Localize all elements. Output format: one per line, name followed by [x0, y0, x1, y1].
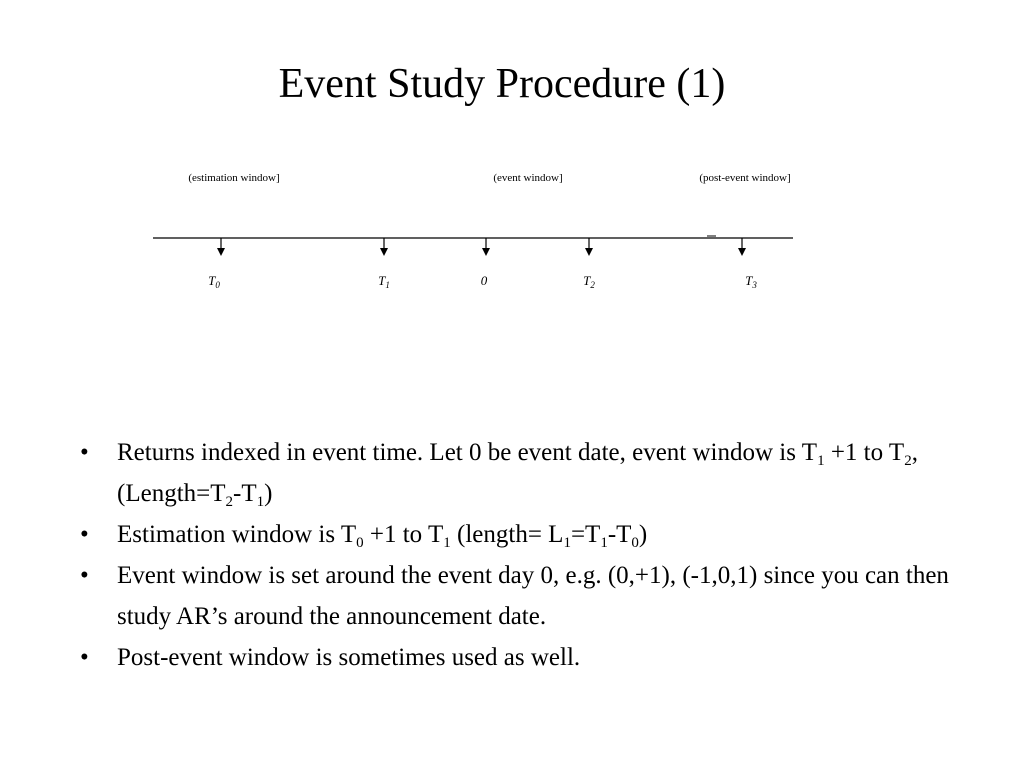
bullet-item: [80, 514, 960, 555]
bullet-icon: •: [80, 521, 89, 548]
tick-label-t2: $T_2$: [583, 273, 595, 290]
bullet-text: Post-event window is sometimes used as well.: [117, 644, 581, 671]
bullet-icon: •: [80, 644, 89, 671]
bullet-item: [80, 432, 960, 514]
slide-title: Event Study Procedure (1): [278, 61, 726, 107]
bullet-text: Estimation window is $T_0 +1$ to $T_1$ (length= $L_1=T_1-T_0$): [117, 521, 648, 551]
tick-label-t0: $T_0$: [208, 273, 220, 290]
tick-label-zero: 0: [480, 273, 488, 288]
tick-arrow-t0: [217, 238, 225, 256]
bullet-item: [80, 637, 960, 678]
tick-label-t1: $T_1$: [378, 273, 390, 290]
bullet-icon: •: [80, 439, 89, 466]
bullet-list: [80, 432, 960, 678]
event-window-label: (event window]: [493, 172, 563, 184]
tick-arrow-t1: [380, 238, 388, 256]
tick-arrow-t2: [585, 238, 593, 256]
tick-label-t3: $T_3$: [745, 273, 757, 290]
post-event-window-label: (post-event window]: [699, 172, 791, 184]
tick-arrow-t3: [738, 238, 746, 256]
bullet-icon: •: [80, 562, 89, 589]
bullet-text: Returns indexed in event time. Let 0 be event date, event window is $T_1 +1$ to $T_2$, $(Length=T_2-T_1)$: [117, 439, 918, 510]
bullet-text: Event window is set around the event day 0, e.g. (0,+1), (-1,0,1) since you can then study AR’s around the announcement date.: [117, 562, 949, 630]
bullet-item: [80, 555, 960, 637]
estimation-window-label: (estimation window]: [188, 172, 280, 184]
tick-arrow-zero: [482, 238, 490, 256]
